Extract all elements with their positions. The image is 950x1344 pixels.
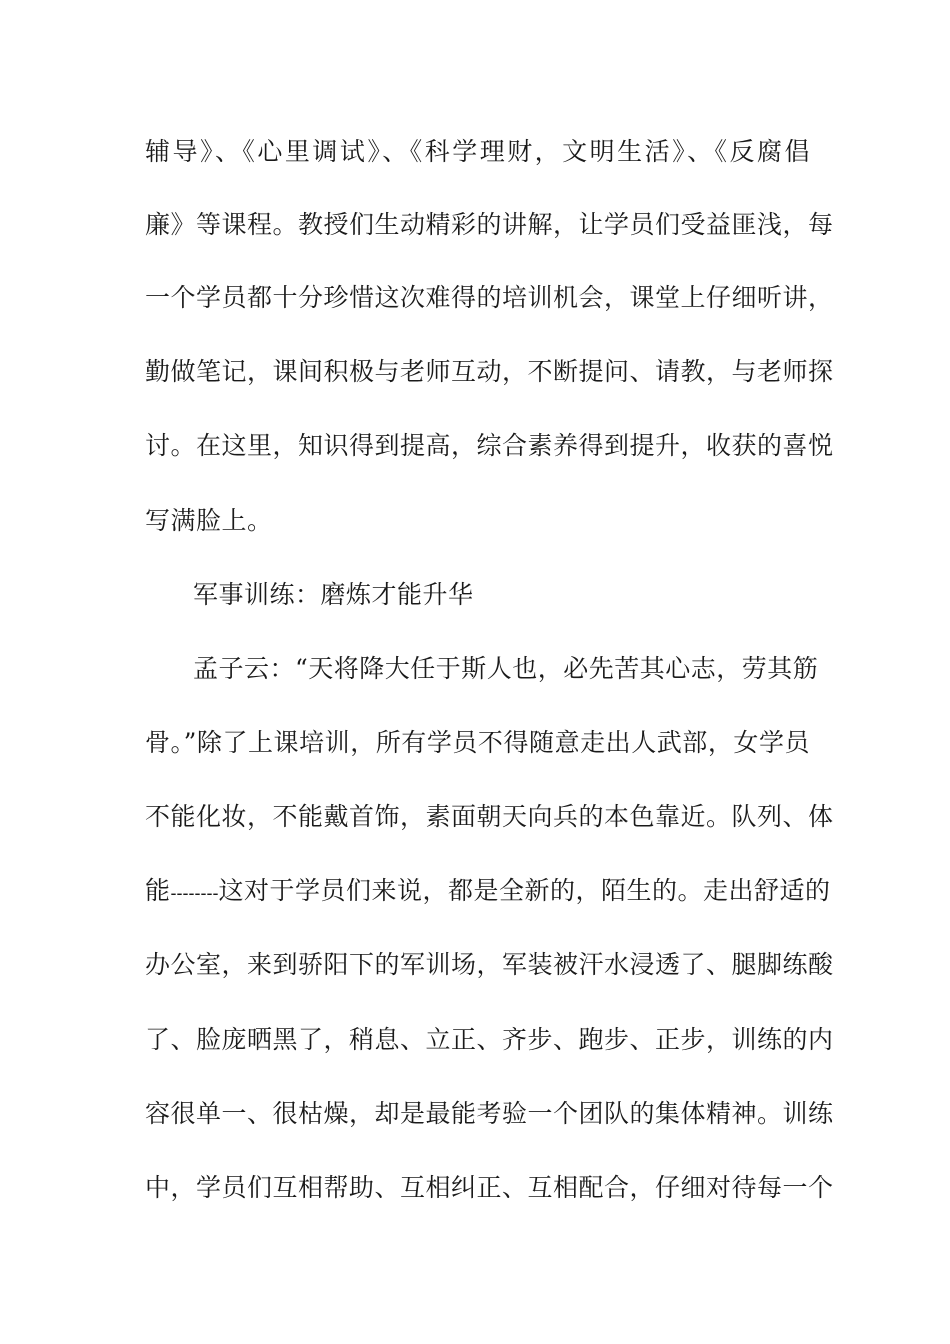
paragraph-line: 中，学员们互相帮助、互相纠正、互相配合，仔细对待每一个	[145, 1173, 834, 1202]
paragraph-line: 容很单一、很枯燥，却是最能考验一个团队的集体精神。训练	[145, 1099, 834, 1128]
paragraph-line: 一个学员都十分珍惜这次难得的培训机会，课堂上仔细听讲，	[145, 283, 834, 312]
paragraph-line: 了、脸庞晒黑了，稍息、立正、齐步、跑步、正步，训练的内	[145, 1025, 834, 1054]
paragraph-line: 办公室，来到骄阳下的军训场，军装被汗水浸透了、腿脚练酸	[145, 950, 834, 979]
paragraph-line: 讨。在这里，知识得到提高，综合素养得到提升，收获的喜悦	[145, 431, 834, 460]
dash-run: --------	[170, 883, 219, 903]
paragraph-line: 骨。”除了上课培训，所有学员不得随意走出人武部，女学员	[145, 728, 810, 757]
paragraph-line: 辅导》、《心里调试》、《科学理财，文明生活》、《反腐倡	[145, 137, 810, 166]
paragraph-line: 勤做笔记，课间积极与老师互动，不断提问、请教，与老师探	[145, 357, 834, 386]
line-prefix: 能	[145, 876, 171, 905]
section-heading: 军事训练：磨炼才能升华	[193, 580, 474, 609]
paragraph-line	[145, 875, 831, 909]
paragraph-line: 孟子云：“天将降大任于斯人也，必先苦其心志，劳其筋	[193, 654, 819, 683]
paragraph-line: 廉》等课程。教授们生动精彩的讲解，让学员们受益匪浅，每	[145, 210, 834, 239]
paragraph-line: 写满脸上。	[145, 506, 273, 535]
paragraph-line: 不能化妆，不能戴首饰，素面朝天向兵的本色靠近。队列、体	[145, 802, 834, 831]
line-suffix: 这对于学员们来说，都是全新的，陌生的。走出舒适的	[218, 876, 831, 905]
